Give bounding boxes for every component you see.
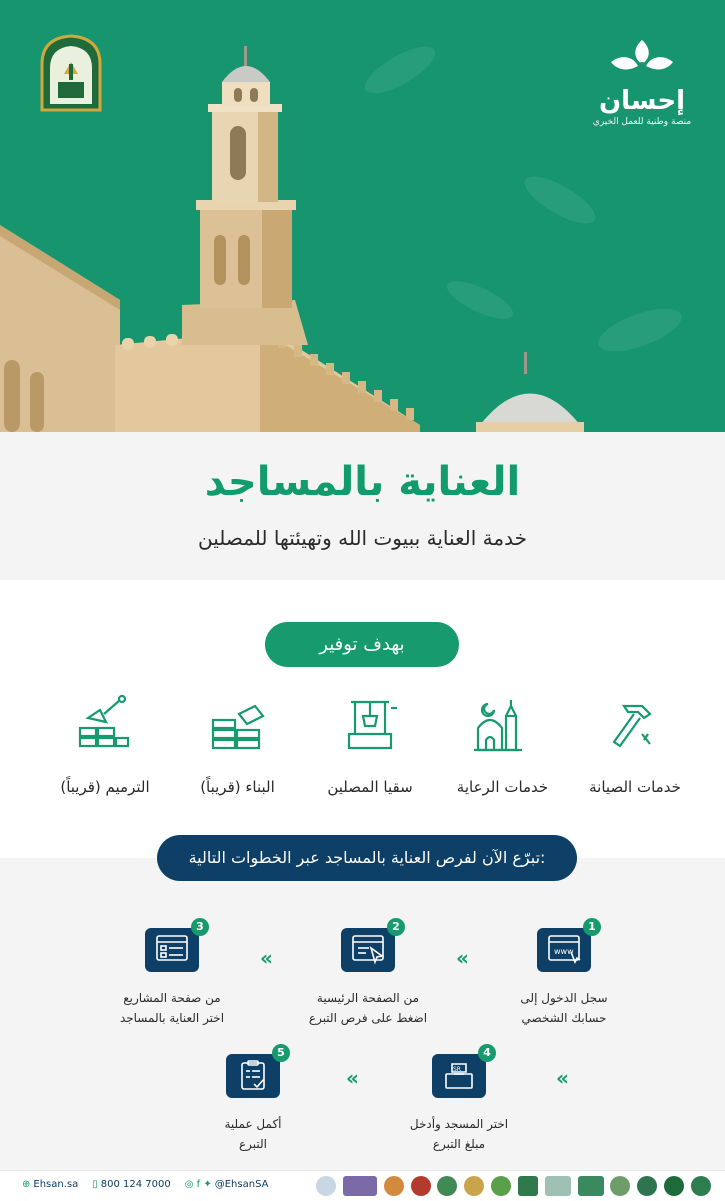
brand-name: إحسان: [598, 86, 686, 116]
ehsan-logo-icon: [607, 36, 677, 84]
partner-logo: [384, 1176, 404, 1196]
step-icon-box: [145, 920, 204, 972]
services-list: [40, 694, 700, 804]
ministry-logo: [38, 34, 104, 112]
step-text: من صفحة المشاريع اختر العناية بالمساجد: [119, 991, 225, 1025]
step-number: 1: [583, 918, 601, 936]
website-link[interactable]: [22, 1178, 78, 1192]
bricks-icon: [207, 694, 269, 756]
svg-text:SR: SR: [453, 1066, 461, 1073]
title-section: [0, 432, 725, 580]
partner-logo: [664, 1176, 684, 1196]
svg-text:www: www: [554, 947, 574, 956]
step-number: 3: [191, 918, 209, 936]
step-arrow-chevron: «: [260, 946, 273, 970]
step-text: أكمل عملية التبرع: [224, 1117, 282, 1151]
step-4: [384, 1046, 534, 1154]
social-link[interactable]: [185, 1178, 269, 1192]
step-number: 4: [478, 1044, 496, 1062]
service-water: [305, 694, 435, 804]
hero-banner: [0, 0, 725, 432]
footer: [0, 1170, 725, 1201]
step-text: من الصفحة الرئيسية اضغط على فرص التبرع: [308, 991, 428, 1025]
step-number: 5: [272, 1044, 290, 1062]
hammer-icon: [604, 694, 666, 756]
phone-icon: ▯: [92, 1179, 98, 1190]
service-label: الترميم (قريباً): [60, 778, 150, 796]
step-1: [489, 920, 639, 1028]
brand-tagline: منصة وطنية للعمل الخيري: [592, 117, 692, 127]
phone-text: 800 124 7000: [100, 1179, 171, 1190]
step-text: اختر المسجد وأدخل مبلغ التبرع: [409, 1117, 509, 1151]
partner-logo: [464, 1176, 484, 1196]
partner-logo: [578, 1176, 604, 1196]
mosque-icon: [472, 694, 534, 756]
partner-logo: [691, 1176, 711, 1196]
partner-logo: [610, 1176, 630, 1196]
step-2: [293, 920, 443, 1028]
step-arrow-chevron: «: [556, 1066, 569, 1090]
contact-info: [22, 1178, 268, 1192]
partner-logo: [518, 1176, 538, 1196]
step-icon-box: [537, 920, 596, 972]
ehsan-brand: [587, 36, 697, 128]
social-icons: ◎ f ✦: [184, 1179, 212, 1190]
partner-logo: [637, 1176, 657, 1196]
step-5: [178, 1046, 328, 1154]
service-care: [438, 694, 568, 804]
partner-logo: [545, 1176, 571, 1196]
steps-heading-pill: تبرّع الآن لفرص العناية بالمساجد عبر الخطوات التالية:: [157, 835, 577, 881]
partner-logo: [316, 1176, 336, 1196]
water-well-icon: [339, 694, 401, 756]
step-icon-box: [226, 1046, 285, 1098]
partner-logo: [437, 1176, 457, 1196]
partner-logo: [491, 1176, 511, 1196]
partner-logo: [411, 1176, 431, 1196]
service-renovation: [40, 694, 170, 804]
step-icon-box: [341, 920, 400, 972]
website-text: Ehsan.sa: [33, 1179, 79, 1190]
service-label: سقيا المصلين: [327, 778, 413, 796]
projects-page-icon: [155, 934, 189, 966]
service-label: خدمات الصيانة: [589, 778, 681, 796]
goal-heading-pill: بهدف توفير: [265, 622, 459, 667]
phone-link[interactable]: [92, 1178, 171, 1192]
service-label: البناء (قريباً): [200, 778, 275, 796]
click-page-icon: [351, 934, 385, 966]
step-3: [97, 920, 247, 1028]
step-number: 2: [387, 918, 405, 936]
checklist-icon: [236, 1060, 270, 1092]
social-handle: @EhsanSA: [214, 1179, 269, 1190]
service-label: خدمات الرعاية: [456, 778, 549, 796]
browser-login-icon: [547, 934, 581, 966]
donation-box-icon: [442, 1060, 476, 1092]
step-text: سجل الدخول إلى حسابك الشخصي: [520, 991, 608, 1025]
step-arrow-chevron: «: [456, 946, 469, 970]
partner-logos: [316, 1175, 711, 1197]
trowel-wall-icon: [74, 694, 136, 756]
step-arrow-chevron: «: [346, 1066, 359, 1090]
page-subtitle: خدمة العناية ببيوت الله وتهيئتها للمصلين: [198, 526, 527, 550]
globe-icon: ⊕: [22, 1179, 31, 1190]
service-maintenance: [570, 694, 700, 804]
step-icon-box: [432, 1046, 491, 1098]
page-title: العناية بالمساجد: [204, 459, 521, 505]
partner-logo: [343, 1176, 377, 1196]
service-building: [173, 694, 303, 804]
